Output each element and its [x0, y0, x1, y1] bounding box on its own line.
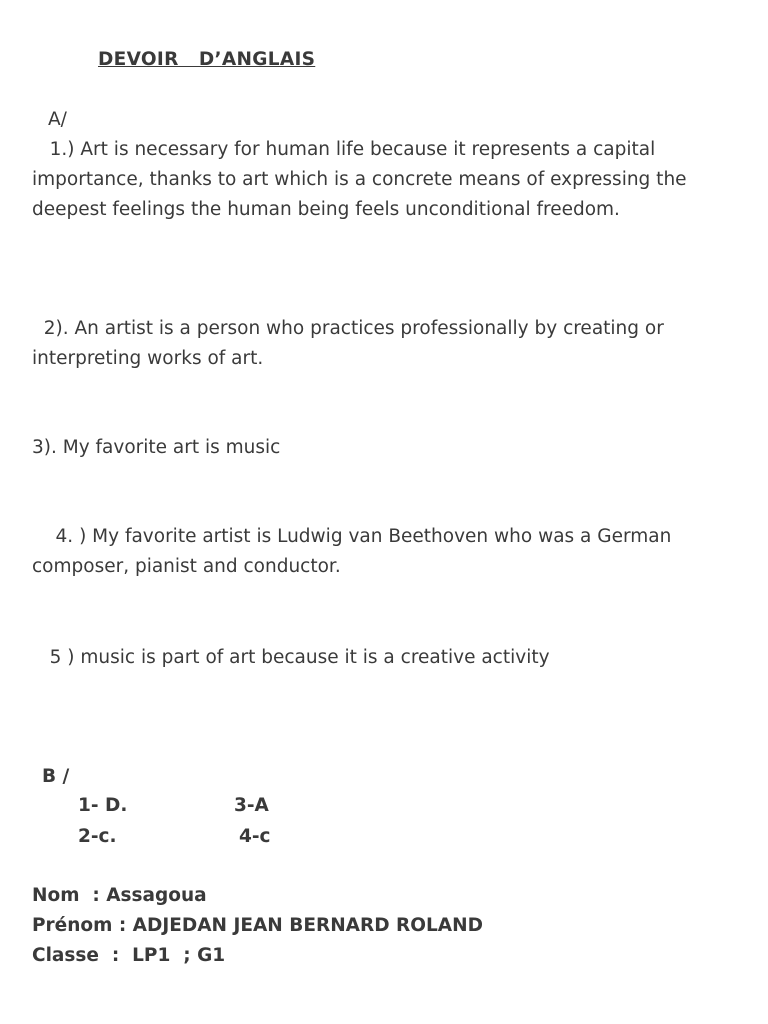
answer-1: 1.) Art is necessary for human life because it represents a capital importance, thanks to art which is a concrete means of expressing the deepest feelings the human being feels unconditional freedom.: [32, 139, 693, 220]
student-first-name: Prénom : ADJEDAN JEAN BERNARD ROLAND: [32, 915, 483, 936]
section-a-label: A/: [48, 109, 67, 130]
student-class: Classe : LP1 ; G1: [32, 945, 226, 966]
b-answer-2: 2-c.: [78, 826, 117, 847]
answer-2: 2). An artist is a person who practices professionally by creating or interpreting works of art.: [32, 318, 670, 369]
b-answer-4: 4-c: [239, 826, 271, 847]
answer-4: 4. ) My favorite artist is Ludwig van Beethoven who was a German composer, pianist and conductor.: [32, 526, 678, 577]
b-answer-1: 1- D.: [78, 795, 128, 816]
student-last-name: Nom : Assagoua: [32, 885, 207, 906]
answer-3: 3). My favorite art is music: [32, 437, 281, 458]
b-answer-3: 3-A: [234, 795, 269, 816]
document-title: DEVOIR D’ANGLAIS: [98, 49, 316, 70]
section-b-label: B /: [42, 766, 70, 787]
answer-5: 5 ) music is part of art because it is a creative activity: [32, 647, 550, 668]
